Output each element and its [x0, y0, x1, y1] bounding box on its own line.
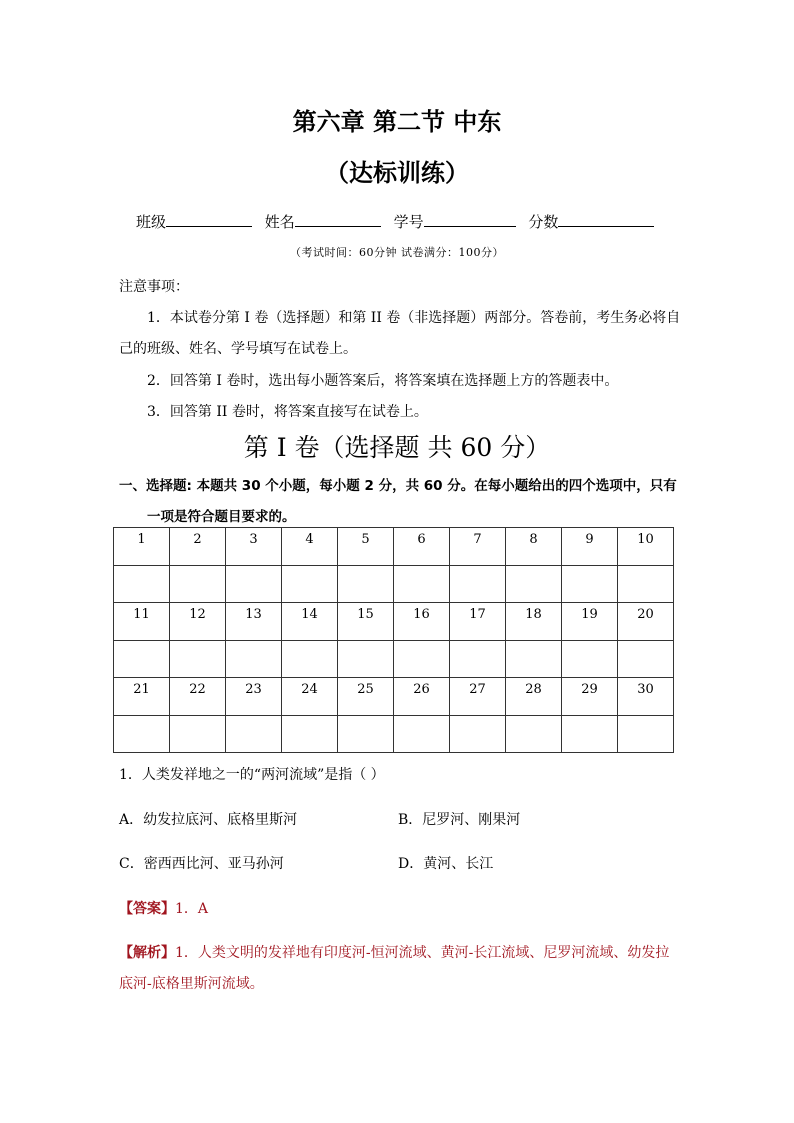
answer-cell[interactable] [282, 566, 338, 603]
answer-cell[interactable] [450, 566, 506, 603]
analysis-line-2: 底河-底格里斯河流域。 [119, 976, 264, 992]
answer-cell[interactable] [618, 716, 674, 753]
answer-cell[interactable] [450, 641, 506, 678]
answer-cell[interactable] [226, 641, 282, 678]
name-blank[interactable] [295, 212, 381, 227]
page-subtitle: （达标训练） [325, 159, 469, 187]
student-info-line [136, 211, 662, 232]
answer-cell[interactable] [114, 566, 170, 603]
answer-cell[interactable] [114, 716, 170, 753]
answer-cell[interactable] [506, 716, 562, 753]
answer-label: 【答案】 [119, 901, 175, 917]
answer-cell[interactable] [170, 716, 226, 753]
score-blank[interactable] [558, 212, 654, 227]
name-label: 姓名 [264, 213, 295, 231]
note-item-3: 3．回答第 II 卷时，将答案直接写在试卷上。 [147, 404, 428, 420]
answer-cell[interactable] [338, 641, 394, 678]
answer-cell[interactable] [394, 641, 450, 678]
answer-table-answer-row [114, 566, 674, 603]
analysis-line-1 [119, 942, 669, 962]
question-number: 6 [394, 528, 450, 566]
question-number: 28 [506, 678, 562, 716]
question-number: 9 [562, 528, 618, 566]
answer-line [119, 898, 208, 918]
question-1-option-a: A．幼发拉底河、底格里斯河 [119, 812, 298, 828]
answer-table-answer-row [114, 641, 674, 678]
class-label: 班级 [136, 213, 167, 231]
question-number: 3 [226, 528, 282, 566]
answer-table-number-row [114, 528, 674, 566]
question-number: 7 [450, 528, 506, 566]
question-number: 26 [394, 678, 450, 716]
question-number: 1 [114, 528, 170, 566]
answer-cell[interactable] [562, 566, 618, 603]
question-1-option-b: B．尼罗河、刚果河 [398, 812, 521, 828]
question-number: 16 [394, 603, 450, 641]
id-blank[interactable] [424, 212, 516, 227]
note-item-1-line-2: 己的班级、姓名、学号填写在试卷上。 [119, 341, 357, 357]
question-number: 29 [562, 678, 618, 716]
answer-cell[interactable] [394, 566, 450, 603]
answer-cell[interactable] [394, 716, 450, 753]
question-number: 24 [282, 678, 338, 716]
question-number: 21 [114, 678, 170, 716]
answer-cell[interactable] [338, 716, 394, 753]
notes-heading: 注意事项： [119, 279, 189, 295]
question-number: 25 [338, 678, 394, 716]
answer-table-answer-row [114, 716, 674, 753]
note-item-1-line-1: 1．本试卷分第 I 卷（选择题）和第 II 卷（非选择题）两部分。答卷前，考生务必将自 [147, 310, 681, 326]
question-number: 17 [450, 603, 506, 641]
section-instruction-line-1: 一、选择题: 本题共 30 个小题，每小题 2 分，共 60 分。在每小题给出的四个选项中，只有 [119, 478, 677, 494]
answer-table-number-row [114, 603, 674, 641]
page-title: 第六章 第二节 中东 [292, 108, 502, 136]
answer-cell[interactable] [226, 716, 282, 753]
question-1-stem: 1．人类发祥地之一的“两河流域”是指（ ） [119, 767, 385, 783]
answer-cell[interactable] [506, 641, 562, 678]
question-number: 5 [338, 528, 394, 566]
question-number: 20 [618, 603, 674, 641]
answer-cell[interactable] [618, 641, 674, 678]
question-number: 15 [338, 603, 394, 641]
question-number: 30 [618, 678, 674, 716]
question-number: 19 [562, 603, 618, 641]
section-title: 第 I 卷（选择题 共 60 分） [243, 433, 551, 462]
question-number: 10 [618, 528, 674, 566]
answer-table [113, 527, 674, 753]
answer-table-number-row [114, 678, 674, 716]
answer-cell[interactable] [282, 716, 338, 753]
question-number: 14 [282, 603, 338, 641]
answer-cell[interactable] [562, 641, 618, 678]
answer-cell[interactable] [226, 566, 282, 603]
answer-cell[interactable] [562, 716, 618, 753]
answer-cell[interactable] [282, 641, 338, 678]
answer-cell[interactable] [114, 641, 170, 678]
answer-cell[interactable] [450, 716, 506, 753]
answer-cell[interactable] [170, 566, 226, 603]
question-number: 27 [450, 678, 506, 716]
score-label: 分数 [528, 213, 559, 231]
question-number: 8 [506, 528, 562, 566]
question-number: 22 [170, 678, 226, 716]
section-instruction-line-2: 一项是符合题目要求的。 [147, 509, 296, 525]
question-number: 18 [506, 603, 562, 641]
question-number: 13 [226, 603, 282, 641]
analysis-label: 【解析】 [119, 945, 175, 961]
analysis-text-1: 1．人类文明的发祥地有印度河-恒河流域、黄河-长江流域、尼罗河流域、幼发拉 [175, 945, 670, 961]
question-1-option-d: D．黄河、长江 [398, 856, 494, 872]
question-1-option-c: C．密西西比河、亚马孙河 [119, 856, 284, 872]
question-number: 12 [170, 603, 226, 641]
exam-meta: （考试时间：60分钟 试卷满分：100分） [290, 246, 504, 259]
note-item-2: 2．回答第 I 卷时，选出每小题答案后，将答案填在选择题上方的答题表中。 [147, 373, 619, 389]
question-number: 11 [114, 603, 170, 641]
answer-cell[interactable] [338, 566, 394, 603]
question-number: 4 [282, 528, 338, 566]
answer-value: 1．A [175, 901, 209, 917]
question-number: 2 [170, 528, 226, 566]
answer-cell[interactable] [618, 566, 674, 603]
class-blank[interactable] [166, 212, 252, 227]
answer-cell[interactable] [170, 641, 226, 678]
question-number: 23 [226, 678, 282, 716]
id-label: 学号 [393, 213, 424, 231]
answer-cell[interactable] [506, 566, 562, 603]
